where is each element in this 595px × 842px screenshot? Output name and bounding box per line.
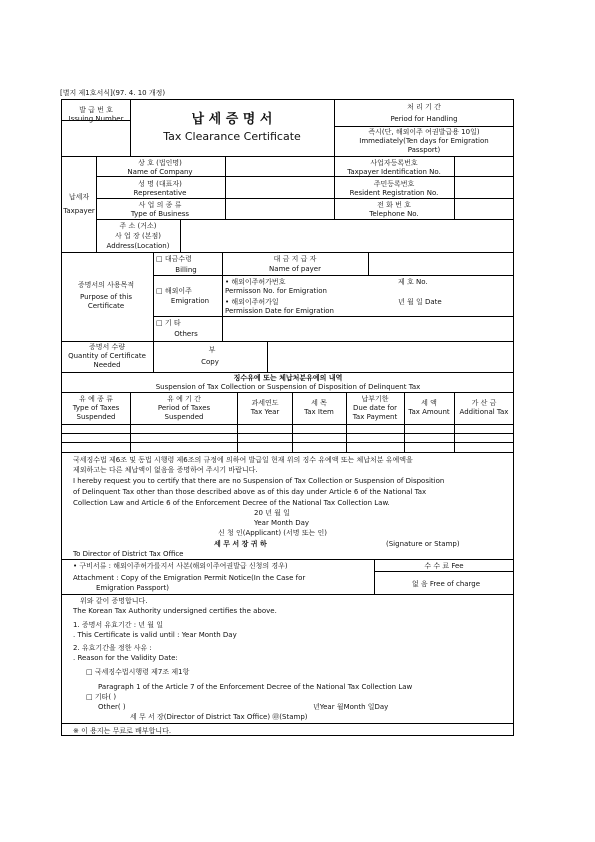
permit-date-field[interactable]: 년 월 일 Date [398, 298, 442, 306]
telephone-label-en: Telephone No. [369, 210, 419, 218]
col-due-date-en: Due date for [353, 404, 397, 412]
business-type-label-en: Type of Business [130, 210, 190, 218]
to-director: To Director of District Tax Office [73, 550, 184, 558]
business-type-label: 사 업 의 종 류 [138, 201, 182, 209]
others-checkbox[interactable]: □ 기 타 [156, 319, 181, 327]
request-text-en3: Collection Law and Article 6 of the Enforcement Decree of the National Tax Collection Law. [73, 499, 390, 507]
telephone-label: 전 화 번 호 [377, 201, 411, 209]
form-number: [별지 제1호서식](97. 4. 10 개정) [60, 89, 166, 97]
rrn-label: 주민등록번호 [373, 180, 415, 188]
purpose-label-en: Purpose of this [79, 293, 133, 301]
validity-period[interactable]: 1. 증명서 유효기간 : 년 월 일 [73, 621, 164, 629]
request-text-ko: 국세징수법 제6조 및 동법 시행령 제6조의 규정에 의하여 발급일 현재 위의 징수 유예액 또는 체납처분 유예액을 [73, 456, 413, 464]
issue-date[interactable]: 년Year 월Month 일Day [313, 703, 389, 711]
col-tax-item-en: Tax Item [304, 408, 334, 416]
suspension-title-en: Suspension of Tax Collection or Suspension of Disposition of Delinquent Tax [155, 383, 421, 391]
certify-text: 위와 같이 증명합니다. [80, 597, 148, 605]
permit-date-label-en: Permission Date for Emigration [225, 307, 334, 315]
address-label: 주 소 (거소) [119, 222, 157, 230]
col-additional-tax: 가 산 금 [471, 399, 497, 407]
permit-number-label: • 해외이주허가번호 [225, 278, 286, 286]
col-tax-amount: 세 액 [421, 399, 437, 407]
validity-reason: 2. 유효기간을 정한 사유 : [73, 644, 152, 652]
attachment-label: • 구비서류 : 해외이주허가를지서 사본(해외이주여권발급 신청의 경우) [73, 562, 288, 570]
signature-note: (Signature or Stamp) [386, 540, 460, 548]
handling-period-label-en: Period for Handling [390, 115, 458, 123]
col-due-date-en2: Tax Payment [352, 413, 398, 421]
fee-value: 없 음 Free of charge [411, 580, 481, 588]
attachment-label-en2: Emigration Passport) [96, 584, 170, 592]
quantity-label-en2: Needed [93, 361, 121, 369]
document-title-en: Tax Clearance Certificate [163, 130, 301, 143]
payer-label: 대 금 지 급 자 [273, 255, 317, 263]
reason-option-other-en: Other( ) [98, 703, 126, 711]
applicant-signature[interactable]: 신 청 인(Applicant) (서명 또는 인) [218, 529, 328, 537]
representative-label-en: Representative [133, 189, 187, 197]
request-text-en: I hereby request you to certify that there are no Suspension of Tax Collection or Suspension of Disposition [73, 477, 445, 485]
handling-period-detail-en2: Passport) [407, 146, 441, 154]
reason-option-decree[interactable]: □ 국세징수법시행령 제7조 제1항 [86, 668, 190, 676]
certify-text-en: The Korean Tax Authority undersigned certifies the above. [73, 607, 277, 615]
col-type-suspended-en2: Suspended [76, 413, 116, 421]
request-text-en2: of Delinquent Tax other than those described above as of this day under Article 6 of the National Tax [73, 488, 427, 496]
handling-period-label: 처 리 기 간 [407, 103, 441, 111]
permit-date-label: • 해외이주허가일 [225, 298, 279, 306]
issuing-number-label-en: Issuing Number [68, 115, 124, 123]
col-tax-year: 과세연도 [251, 399, 279, 407]
request-date[interactable]: 20 년 월 일 [254, 509, 290, 517]
col-type-suspended-en: Type of Taxes [72, 404, 120, 412]
col-tax-amount-en: Tax Amount [408, 408, 450, 416]
tin-label-en: Taxpayer Identification No. [347, 168, 441, 176]
col-additional-tax-en: Additional Tax [459, 408, 509, 416]
emigration-checkbox[interactable]: □ 해외이주 [156, 287, 192, 295]
col-tax-item: 세 목 [311, 399, 327, 407]
reason-option-other[interactable]: □ 기타( ) [86, 693, 117, 701]
handling-period-detail-en: Immediately(Ten days for Emigration [359, 137, 489, 145]
taxpayer-label-en: Taxpayer [63, 207, 95, 215]
attachment-label-en: Attachment : Copy of the Emigration Permit Notice(In the Case for [73, 574, 306, 582]
tax-director-stamp: 세 무 서 장(Director of District Tax Office) ㊞(Stamp) [130, 713, 308, 721]
request-text-ko2: 제외하고는 다른 체납액이 없음을 증명하여 주시기 바랍니다. [73, 466, 258, 474]
col-period-suspended-en2: Suspended [164, 413, 204, 421]
purpose-label-en2: Certificate [87, 302, 125, 310]
fee-label: 수 수 료 Fee [424, 562, 464, 570]
col-period-suspended: 유 예 기 간 [167, 395, 201, 403]
address-label-en: Address(Location) [106, 242, 170, 250]
col-due-date: 납부기한 [361, 395, 389, 403]
purpose-label: 증명서의 사용목적 [77, 281, 135, 289]
taxpayer-label: 납세자 [68, 193, 90, 201]
col-type-suspended: 유 예 종 류 [79, 395, 113, 403]
billing-label-en: Billing [175, 266, 197, 274]
permit-number-label-en: Permisson No. for Emigration [225, 287, 327, 295]
request-date-en: Year Month Day [254, 519, 310, 527]
payer-label-en: Name of payer [269, 265, 321, 273]
suspension-title: 징수유예 또는 체납처분유예의 내역 [233, 374, 343, 382]
validity-reason-en: . Reason for the Validity Date: [73, 654, 178, 662]
col-period-suspended-en: Period of Taxes [157, 404, 211, 412]
billing-checkbox[interactable]: □ 대금수령 [156, 255, 192, 263]
footnote: ※ 이 용지는 무료로 배부합니다. [73, 727, 172, 735]
form-frame [61, 99, 514, 736]
representative-label: 성 명 (대표자) [138, 180, 182, 188]
quantity-label-en: Quantity of Certificate [68, 352, 146, 360]
validity-period-en: . This Certificate is valid until : Year Month Day [73, 631, 237, 639]
document-title: 납 세 증 명 서 [191, 112, 273, 127]
location-label: 사 업 장 (본점) [115, 232, 161, 240]
quantity-unit-en: Copy [201, 358, 219, 366]
handling-period-detail: 즉시(단, 해외이주 여권발급용 10일) [368, 128, 480, 136]
tax-office-addressee: 세 무 서 장 귀 하 [214, 540, 267, 548]
issuing-number-label: 발 급 번 호 [79, 106, 113, 114]
emigration-label-en: Emigration [170, 297, 210, 305]
quantity-unit: 부 [208, 346, 216, 354]
permit-number-field[interactable]: 제 호 No. [398, 278, 428, 286]
col-tax-year-en: Tax Year [250, 408, 280, 416]
reason-option-decree-en: Paragraph 1 of the Article 7 of the Enforcement Decree of the National Tax Collection Law [98, 683, 413, 691]
rrn-label-en: Resident Registration No. [349, 189, 439, 197]
company-name-label: 상 호 (법인명) [138, 159, 182, 167]
quantity-label: 증명서 수량 [88, 343, 126, 351]
company-name-label-en: Name of Company [127, 168, 193, 176]
others-label-en: Others [174, 330, 198, 338]
tin-label: 사업자등록번호 [370, 159, 418, 167]
